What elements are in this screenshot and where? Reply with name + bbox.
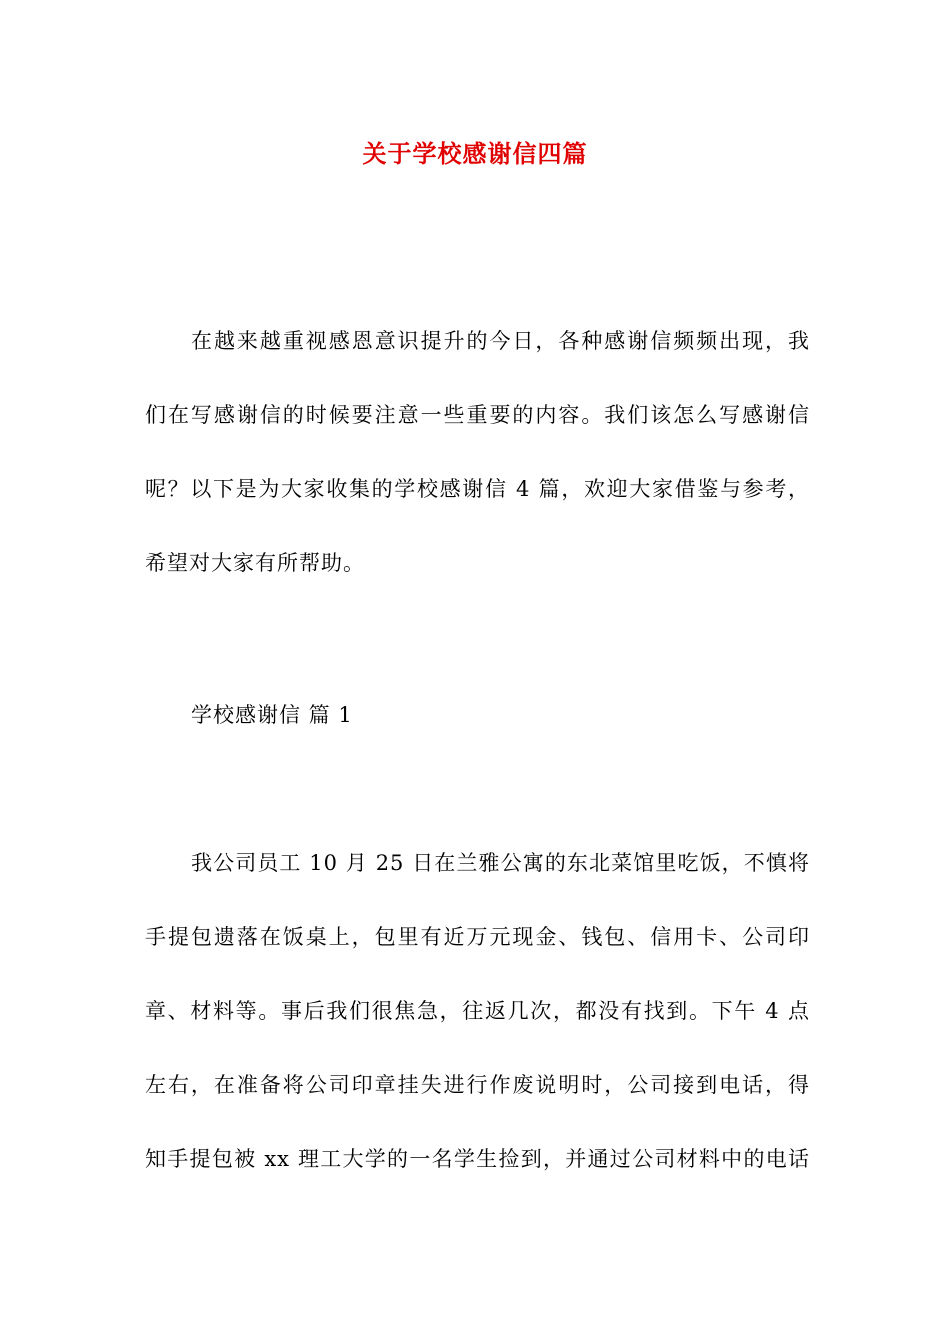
intro-paragraph [145, 326, 810, 622]
body-line: 我公司员工 10 月 25 日在兰雅公寓的东北菜馆里吃饭，不慎将 [191, 851, 810, 875]
body-line: 章、材料等。事后我们很焦急，往返几次，都没有找到。下午 4 点 [145, 999, 810, 1023]
section-heading: 学校感谢信 篇 1 [191, 703, 353, 727]
intro-line: 希望对大家有所帮助。 [145, 551, 365, 575]
body-line: 知手提包被 xx 理工大学的一名学生捡到，并通过公司材料中的电话 [145, 1147, 810, 1171]
body-paragraph [145, 848, 810, 1218]
intro-line: 呢？以下是为大家收集的学校感谢信 4 篇，欢迎大家借鉴与参考， [145, 477, 810, 501]
page-title: 关于学校感谢信四篇 [362, 139, 588, 168]
body-line: 左右，在准备将公司印章挂失进行作废说明时，公司接到电话，得 [145, 1073, 810, 1097]
intro-line: 在越来越重视感恩意识提升的今日，各种感谢信频频出现，我 [191, 329, 810, 353]
body-line: 手提包遗落在饭桌上，包里有近万元现金、钱包、信用卡、公司印 [145, 925, 810, 949]
intro-line: 们在写感谢信的时候要注意一些重要的内容。我们该怎么写感谢信 [145, 403, 810, 427]
